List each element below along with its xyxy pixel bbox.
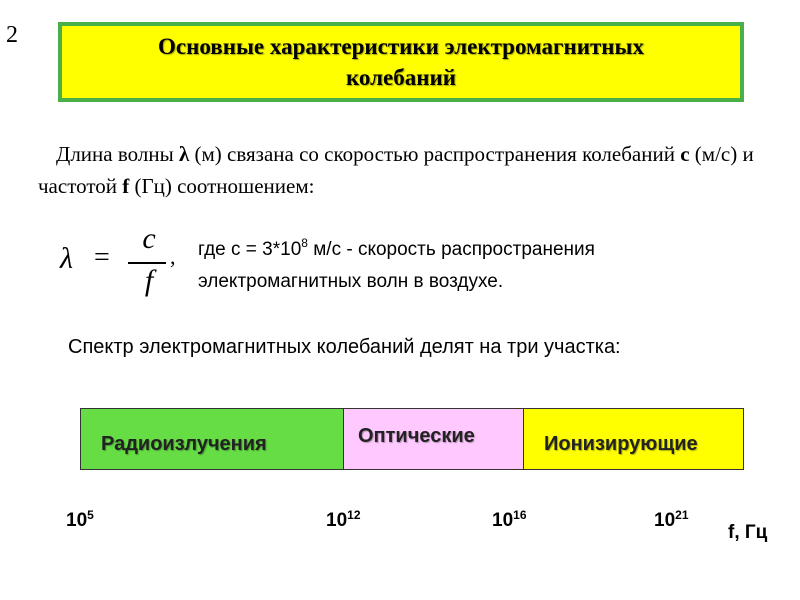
tick-label-4	[654, 510, 689, 532]
para-c: с	[680, 142, 690, 166]
band-radio	[81, 409, 343, 469]
band-ionizing-label: Ионизирующие	[544, 433, 698, 455]
speed-prefix: где с = 3*10	[198, 239, 302, 260]
para-f: f	[122, 174, 130, 198]
band-ionizing	[523, 409, 743, 469]
wavelength-formula	[60, 222, 176, 302]
tick-label-1	[66, 510, 94, 532]
tick-base: 10	[326, 510, 348, 531]
slide-number: 2	[6, 22, 18, 48]
tick-label-3	[492, 510, 527, 532]
band-radio-label: Радиоизлучения	[101, 433, 267, 455]
formula-equals: =	[94, 242, 110, 273]
para-text-4: (Гц) соотношением:	[129, 174, 315, 198]
speed-line-1	[198, 234, 768, 266]
band-optical	[343, 409, 523, 469]
para-text-1: Длина волны	[56, 142, 179, 166]
formula-numerator: c	[142, 222, 156, 255]
speed-line-2: электромагнитных волн в воздухе.	[198, 271, 504, 292]
formula-denominator: f	[144, 264, 154, 297]
tick-exponent: 5	[87, 508, 94, 522]
title-line-2: колебаний	[345, 65, 456, 90]
para-lambda: λ	[178, 142, 190, 166]
para-text-2: (м) связана со скоростью распространения колебаний	[189, 142, 681, 166]
tick-exponent: 12	[347, 508, 361, 522]
para-text-3: (м/с) и частотой	[38, 142, 754, 198]
speed-exponent: 8	[301, 236, 308, 250]
formula-comma: ,	[170, 244, 176, 269]
tick-base: 10	[654, 510, 676, 531]
axis-unit: f, Гц	[728, 522, 768, 543]
tick-exponent: 16	[513, 508, 527, 522]
title-line-1: Основные характеристики электромагнитных	[158, 34, 644, 59]
speed-suffix: м/с - скорость распространения	[307, 239, 595, 260]
wavelength-paragraph	[38, 138, 758, 202]
tick-label-2	[326, 510, 361, 532]
tick-base: 10	[492, 510, 514, 531]
band-optical-label: Оптические	[358, 425, 475, 447]
spectrum-intro: Спектр электромагнитных колебаний делят на три участка:	[68, 336, 621, 358]
tick-exponent: 21	[675, 508, 689, 522]
speed-explanation	[198, 234, 768, 298]
spectrum-bands	[80, 408, 744, 470]
title-box	[58, 22, 744, 102]
tick-base: 10	[66, 510, 88, 531]
formula-lambda: λ	[60, 242, 73, 275]
